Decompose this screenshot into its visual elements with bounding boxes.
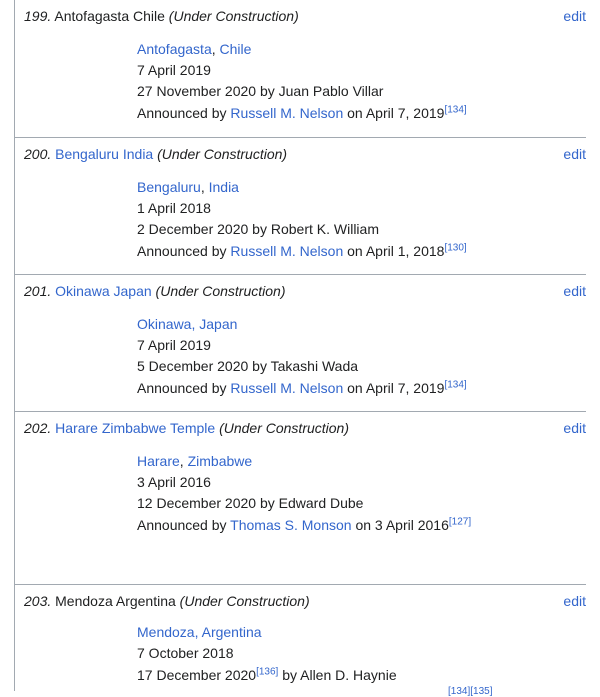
location-link[interactable]: Mendoza, Argentina — [137, 624, 262, 640]
entry-number: 203. — [24, 593, 52, 609]
location-city-link[interactable]: Harare — [137, 453, 180, 469]
groundbreaking-value: 5 December 2020 by Takashi Wada — [137, 358, 359, 374]
notes-suffix: on April 7, 2019 — [347, 105, 445, 121]
entry-number: 199. — [24, 8, 52, 24]
entry-title: Mendoza Argentina — [55, 593, 176, 609]
notes-person-link[interactable]: Russell M. Nelson — [230, 243, 344, 259]
entry-status: (Under Construction) — [155, 283, 286, 299]
location-country-link[interactable]: India — [208, 179, 239, 195]
edit-link[interactable]: edit — [563, 593, 586, 609]
temple-entry-202 — [14, 411, 586, 585]
entry-header — [24, 419, 349, 437]
notes-suffix: on April 7, 2019 — [347, 380, 445, 396]
location-value — [137, 314, 237, 334]
entry-status: (Under Construction) — [219, 420, 349, 436]
notes-value — [137, 515, 471, 535]
groundbreaking-suffix: by Allen D. Haynie — [282, 667, 397, 683]
temple-entry-203 — [14, 584, 586, 691]
entry-title-link[interactable]: Harare Zimbabwe Temple — [55, 420, 216, 436]
edit-link[interactable]: edit — [563, 283, 586, 299]
entry-title: Antofagasta Chile — [54, 8, 165, 24]
location-value: Bengaluru, India — [137, 179, 239, 195]
notes-prefix: Announced by — [137, 517, 227, 533]
notes-prefix: Announced by — [137, 105, 227, 121]
cut-off-citation-ref[interactable]: [134][135] — [448, 686, 493, 697]
notes-value — [137, 378, 467, 398]
temple-entry-199 — [14, 0, 586, 137]
notes-person-link[interactable]: Russell M. Nelson — [230, 380, 344, 396]
notes-value — [137, 241, 467, 261]
notes-suffix: on April 1, 2018 — [347, 243, 445, 259]
temple-entry-201 — [14, 274, 586, 412]
entry-header — [24, 282, 285, 300]
announced-value: 7 April 2019 — [137, 62, 211, 78]
edit-link[interactable]: edit — [563, 146, 586, 162]
citation-ref[interactable]: [134] — [444, 379, 467, 391]
entry-status: (Under Construction) — [157, 146, 288, 162]
notes-suffix: on 3 April 2016 — [355, 517, 449, 533]
citation-ref[interactable]: [136] — [256, 666, 279, 678]
groundbreaking-value: 2 December 2020 by Robert K. William — [137, 221, 379, 237]
location-value — [137, 622, 262, 642]
citation-ref[interactable]: [134] — [444, 104, 467, 116]
entry-title-link[interactable]: Okinawa Japan — [55, 283, 152, 299]
citation-ref[interactable]: [127] — [448, 516, 472, 528]
entry-status: (Under Construction) — [179, 593, 310, 609]
entry-header — [24, 145, 287, 163]
entry-header — [24, 7, 299, 25]
notes-prefix: Announced by — [137, 380, 227, 396]
groundbreaking-value: 27 November 2020 by Juan Pablo Villar — [137, 83, 384, 99]
edit-link[interactable]: edit — [563, 420, 586, 436]
entry-title-link[interactable]: Bengaluru India — [55, 146, 154, 162]
location-link[interactable]: Okinawa, Japan — [137, 316, 238, 332]
entry-number: 201. — [24, 283, 52, 299]
announced-value: 1 April 2018 — [137, 200, 211, 216]
notes-person-link[interactable]: Thomas S. Monson — [230, 517, 352, 533]
entry-status: (Under Construction) — [168, 8, 299, 24]
notes-person-link[interactable]: Russell M. Nelson — [230, 105, 344, 121]
notes-value — [137, 103, 467, 123]
groundbreaking-value — [137, 665, 397, 685]
citation-ref[interactable]: [130] — [444, 242, 467, 254]
groundbreaking-value: 12 December 2020 by Edward Dube — [137, 495, 364, 511]
notes-prefix: Announced by — [137, 243, 227, 259]
announced-value: 3 April 2016 — [137, 474, 211, 490]
announced-value: 7 October 2018 — [137, 645, 234, 661]
location-value: Harare, Zimbabwe — [137, 453, 253, 469]
location-city-link[interactable]: Bengaluru — [137, 179, 201, 195]
entry-header — [24, 592, 310, 610]
entry-number: 202. — [24, 420, 52, 436]
location-city-link[interactable]: Antofagasta — [137, 41, 212, 57]
location-country-link[interactable]: Chile — [219, 41, 252, 57]
edit-link[interactable]: edit — [563, 8, 586, 24]
groundbreaking-date: 17 December 2020 — [137, 667, 257, 683]
entry-number: 200. — [24, 146, 52, 162]
location-country-link[interactable]: Zimbabwe — [187, 453, 253, 469]
temple-entry-200 — [14, 137, 586, 275]
location-value: Antofagasta, Chile — [137, 41, 252, 57]
announced-value: 7 April 2019 — [137, 337, 211, 353]
